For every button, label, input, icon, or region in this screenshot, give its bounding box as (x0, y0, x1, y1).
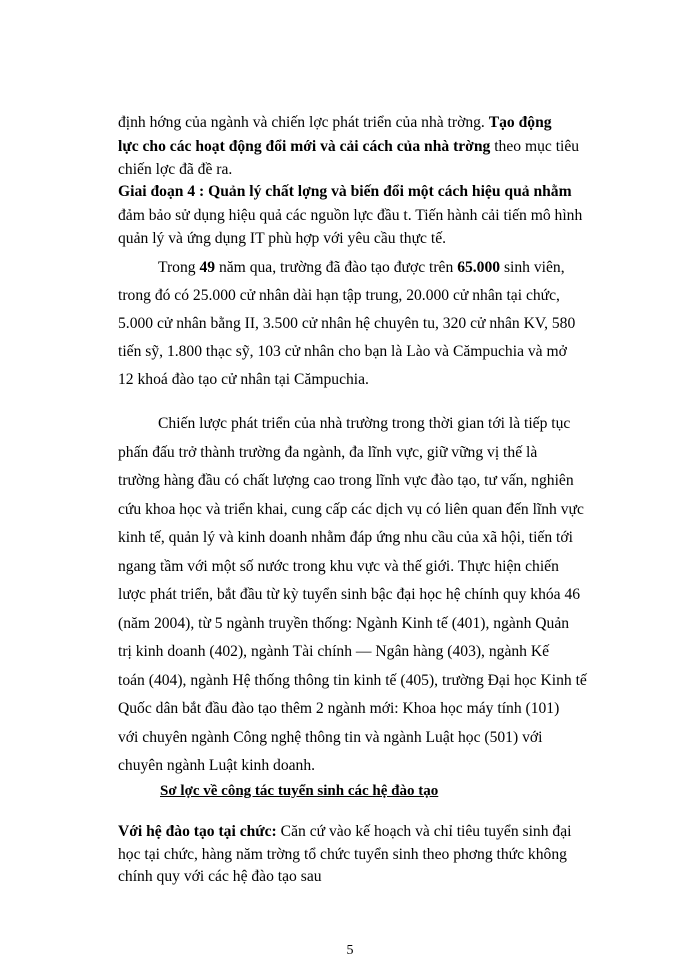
section-heading: Sơ lợc về công tác tuyển sinh các hệ đào tạo (160, 783, 439, 799)
paragraph-achievements (118, 254, 618, 394)
paragraph-stage-4 (118, 180, 618, 251)
paragraph-orientation (118, 111, 618, 182)
page-number: 5 (346, 943, 354, 958)
bold-text: Tạo động (488, 114, 552, 131)
text-line: kinh tế, quản lý và kinh doanh nhằm đáp ứng nhu cầu của xã hội, tiến tới (118, 529, 573, 546)
text-line: trị kinh doanh (402), ngành Tài chính — Ngân hàng (403), ngành Kế (118, 643, 550, 660)
text-line: với chuyên ngành Công nghệ thông tin và ngành Luật học (501) với (118, 728, 543, 746)
text-line: học tại chức, hàng năm trờng tổ chức tuyển sinh theo phơng thức không (118, 845, 567, 863)
text-span: Trong (158, 259, 196, 276)
text-line (118, 821, 618, 844)
text-line: phấn đấu trở thành trường đa ngành, đa lĩnh vực, giữ vững vị thế là (118, 443, 538, 461)
text-line: 5.000 cử nhân bằng II, 3.500 cử nhân hệ chuyên tu, 320 cử nhân KV, 580 (118, 315, 576, 332)
text-span: sinh viên, (503, 259, 565, 276)
text-line: chính quy với các hệ đào tạo sau (118, 868, 322, 885)
text-line (118, 254, 618, 282)
text-line: Chiến lược phát triển của nhà trường trong thời gian tới là tiếp tục (158, 415, 571, 432)
text-line: quản lý và ứng dụng IT phù hợp với yêu cầu thực tế. (118, 230, 447, 247)
text-line: chuyên ngành Luật kinh doanh. (118, 757, 316, 774)
bold-number: 65.000 (457, 259, 501, 276)
paragraph-strategy (118, 410, 618, 781)
text-line: cứu khoa học và triển khai, cung cấp các dịch vụ có liên quan đến lĩnh vực (118, 500, 584, 518)
bold-text: Với hệ đào tạo tại chức: (118, 823, 277, 840)
text-span: Căn cứ vào kế hoạch và chỉ tiêu tuyển sinh đại (280, 823, 572, 840)
text-span: năm qua, trường đã đào tạo được trên (218, 259, 454, 276)
text-line: (năm 2004), từ 5 ngành truyền thống: Ngành Kinh tế (401), ngành Quản (118, 614, 570, 632)
bold-number: 49 (199, 259, 216, 276)
text-line: chiến lợc đã đề ra. (118, 161, 233, 178)
text-line: trong đó có 25.000 cử nhân dài hạn tập trung, 20.000 cử nhân tại chức, (118, 287, 560, 304)
text-line: 12 khoá đào tạo cử nhân tại Cămpuchia. (118, 371, 369, 388)
text-span: theo mục tiêu (494, 137, 580, 155)
text-line: ngang tầm với một số nước trong khu vực và thế giới. Thực hiện chiến (118, 557, 559, 575)
bold-text: lực cho các hoạt động đổi mới và cải cách của nhà trờng (118, 137, 491, 155)
text-line: toán (404), ngành Hệ thống thông tin kinh tế (405), trường Đại học Kinh tế (118, 671, 587, 689)
text-line: Quốc dân bắt đầu đào tạo thêm 2 ngành mới: Khoa học máy tính (101) (118, 700, 560, 717)
text-line: tiến sỹ, 1.800 thạc sỹ, 103 cử nhân cho bạn là Lào và Cămpuchia và mở (118, 343, 567, 360)
stage-heading: Giai đoạn 4 : Quản lý chất lợng và biến đổi một cách hiệu quả nhằm (118, 183, 572, 200)
text-line: trường hàng đầu có chất lượng cao trong lĩnh vực đào tạo, tư vấn, nghiên (118, 472, 574, 489)
text-line: lược phát triển, bắt đầu từ kỳ tuyển sinh bậc đại học hệ chính quy khóa 46 (118, 586, 581, 603)
text-span: định hớng của ngành và chiến lợc phát triển của nhà trờng. (118, 114, 485, 131)
text-line (118, 135, 618, 159)
text-line: đảm bảo sử dụng hiệu quả các nguồn lực đầu t. Tiến hành cải tiến mô hình (118, 206, 583, 224)
paragraph-in-service-training (118, 821, 618, 889)
text-line (118, 111, 618, 135)
